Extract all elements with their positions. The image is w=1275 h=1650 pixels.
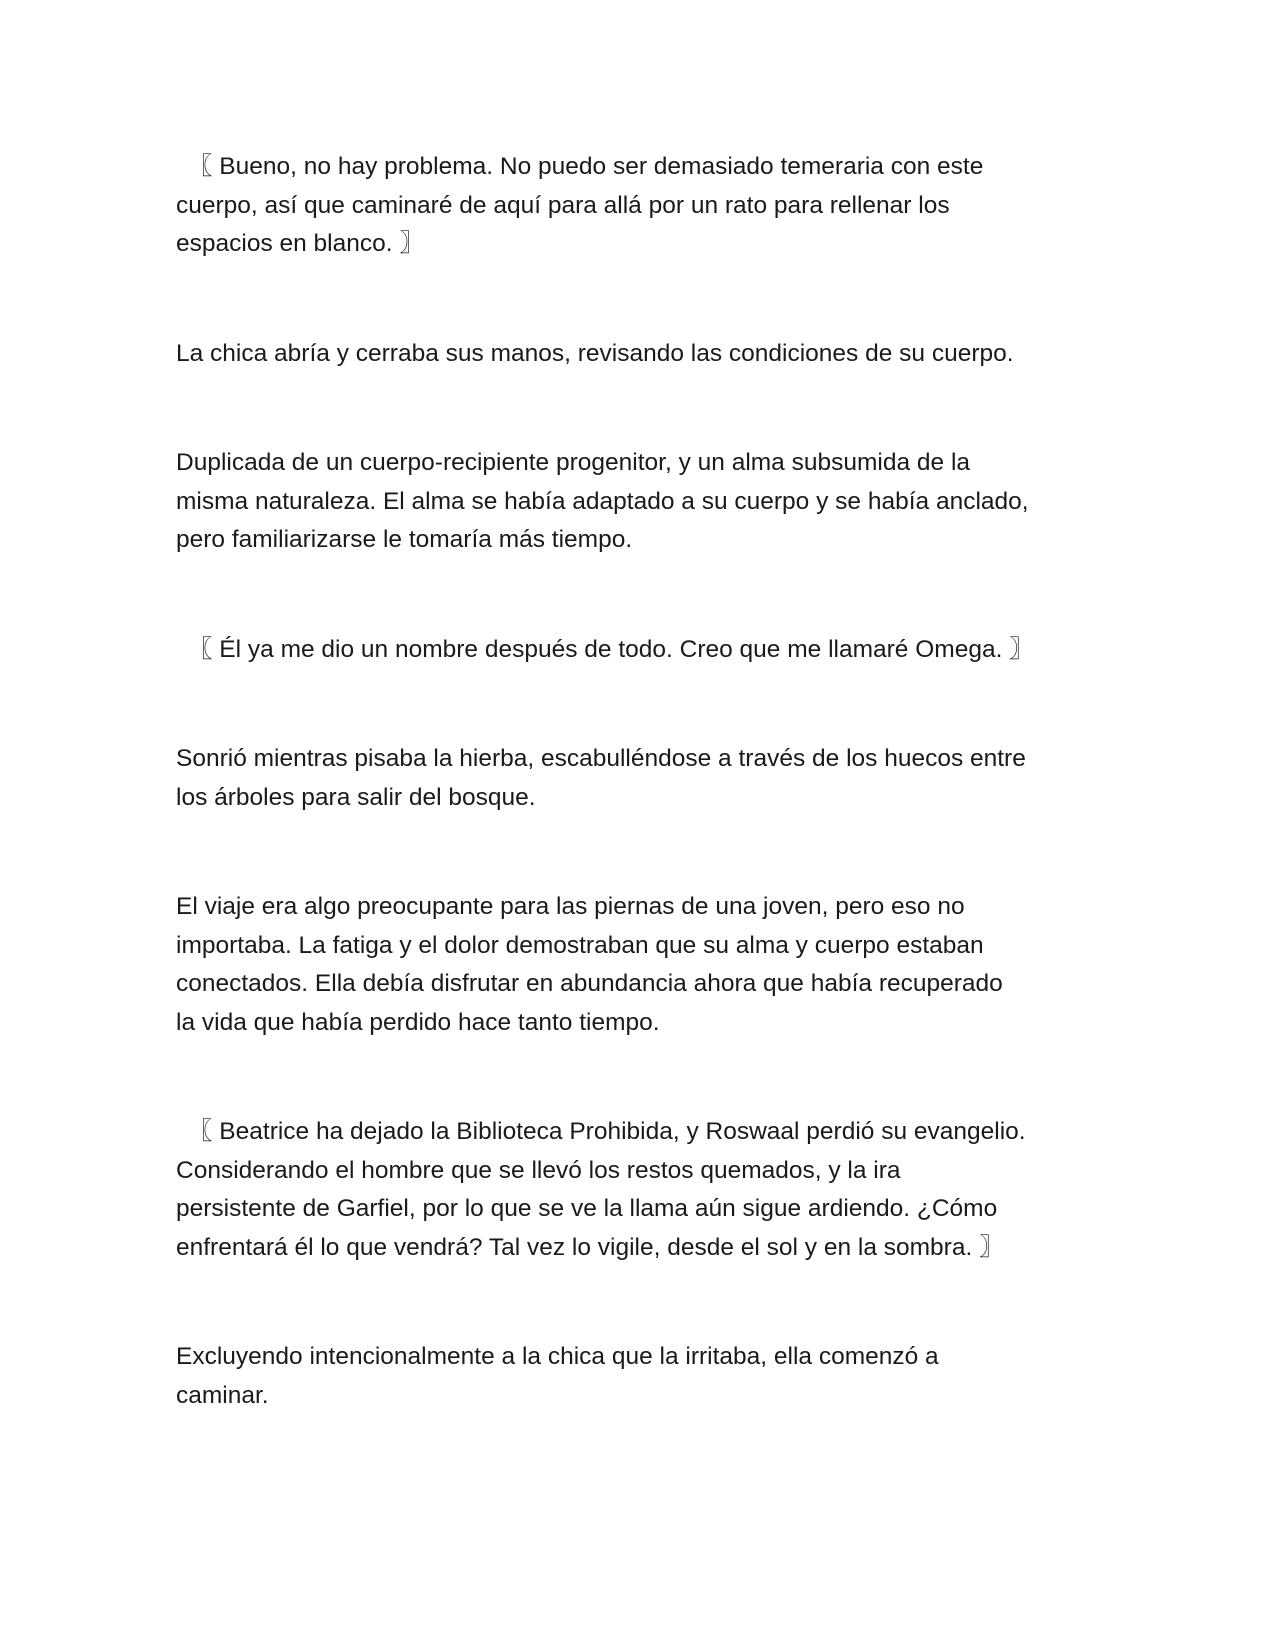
paragraph-3: Duplicada de un cuerpo-recipiente progenitor, y un alma subsumida de la misma naturaleza. El alma se había adaptado a su cuerpo y se había anclado, pero familiarizarse le tomaría más tiempo. [176,449,1029,553]
document-body [176,148,1106,1486]
paragraph-2: La chica abría y cerraba sus manos, revisando las condiciones de su cuerpo. [176,339,1014,367]
paragraph-4: 〖 Él ya me dio un nombre después de todo. Creo que me llamaré Omega. 〗 [188,635,1034,663]
paragraph-1: 〖 Bueno, no hay problema. No puedo ser demasiado temeraria con este cuerpo, así que caminaré de aquí para allá por un rato para rellenar los espacios en blanco. 〗 [176,153,984,257]
paragraph-5: Sonrió mientras pisaba la hierba, escabulléndose a través de los huecos entre los árboles para salir del bosque. [176,745,1026,811]
paragraph-6: El viaje era algo preocupante para las piernas de una joven, pero eso no importaba. La fatiga y el dolor demostraban que su alma y cuerpo estaban conectados. Ella debía disfrutar en abundancia ahora que había recuperado la vida que había perdido hace tanto tiempo. [176,893,1003,1036]
paragraph-8: Excluyendo intencionalmente a la chica que la irritaba, ella comenzó a caminar. [176,1343,939,1409]
paragraph-7: 〖 Beatrice ha dejado la Biblioteca Prohibida, y Roswaal perdió su evangelio. Considerando el hombre que se llevó los restos quemados, y la ira persistente de Garfiel, por lo que se ve la llama aún sigue ardiendo. ¿Cómo enfrentará él lo que vendrá? Tal vez lo vigile, desde el sol y en la sombra. 〗 [176,1118,1026,1261]
